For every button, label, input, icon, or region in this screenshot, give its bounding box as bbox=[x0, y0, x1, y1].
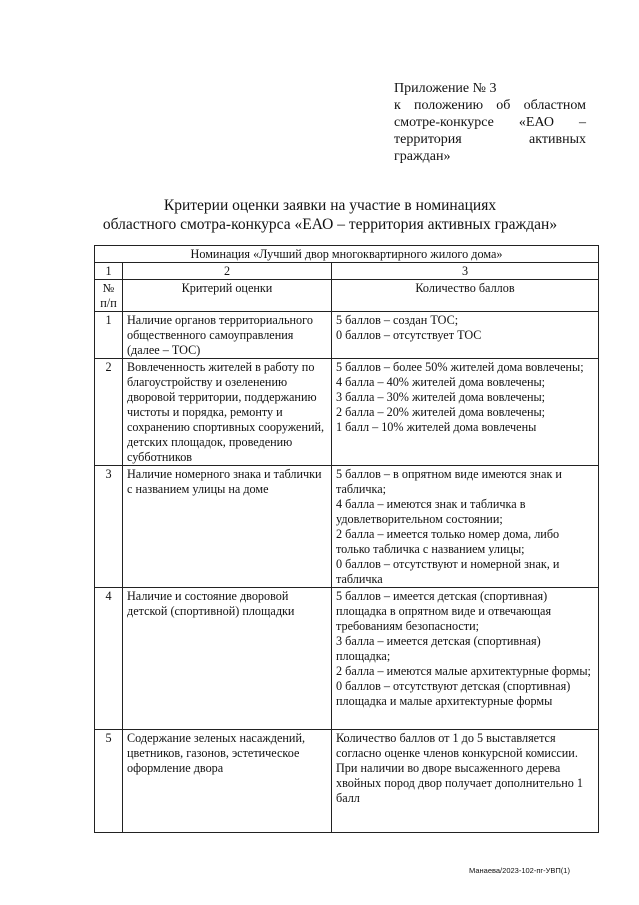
appendix-word: активных bbox=[529, 132, 586, 147]
appendix-word: к bbox=[394, 98, 401, 113]
points-line: 0 баллов – отсутствуют детская (спортивная) площадка и малые архитектурные формы bbox=[336, 679, 571, 708]
column-number: 2 bbox=[123, 263, 332, 280]
appendix-word: об bbox=[496, 98, 511, 113]
criteria-table bbox=[94, 245, 599, 833]
appendix-line-5: граждан» bbox=[394, 149, 451, 164]
points-line: 3 балла – имеется детская (спортивная) площадка; bbox=[336, 634, 541, 663]
column-number: 3 bbox=[332, 263, 599, 280]
points-line: 0 баллов – отсутствует ТОС bbox=[336, 328, 482, 342]
heading-line-1: Критерии оценки заявки на участие в номинациях bbox=[163, 197, 497, 214]
appendix-line-2 bbox=[394, 97, 586, 114]
header-num: № п/п bbox=[95, 280, 123, 312]
nomination-row bbox=[95, 246, 599, 263]
row-points bbox=[332, 466, 599, 588]
column-number: 1 bbox=[95, 263, 123, 280]
points-line: 1 балл – 10% жителей дома вовлечены bbox=[336, 420, 537, 434]
header-row bbox=[95, 280, 599, 312]
header-criterion: Критерий оценки bbox=[123, 280, 332, 312]
points-line: 5 баллов – создан ТОС; bbox=[336, 313, 459, 327]
row-points bbox=[332, 312, 599, 359]
appendix-line-3 bbox=[394, 114, 586, 131]
points-line: 4 балла – имеются знак и табличка в удовлетворительном состоянии; bbox=[336, 497, 526, 526]
appendix-word: областном bbox=[523, 98, 586, 113]
appendix-word: положению bbox=[414, 98, 484, 113]
row-criterion: Наличие номерного знака и таблички с названием улицы на доме bbox=[123, 466, 332, 588]
table-row bbox=[95, 730, 599, 833]
appendix-word: – bbox=[578, 115, 586, 130]
header-points: Количество баллов bbox=[332, 280, 599, 312]
points-line: 2 балла – имеются малые архитектурные формы; bbox=[336, 664, 591, 678]
row-points bbox=[332, 730, 599, 833]
points-line: 2 балла – 20% жителей дома вовлечены; bbox=[336, 405, 546, 419]
row-criterion: Вовлеченность жителей в работу по благоустройству и озеленению дворовой территории, поддержанию чистоты и порядка, ремонту и сохранению спортивных сооружений, детских площадок, проведению субботников bbox=[123, 359, 332, 466]
points-line: 5 баллов – в опрятном виде имеются знак и табличка; bbox=[336, 467, 562, 496]
row-points bbox=[332, 588, 599, 730]
points-line: 4 балла – 40% жителей дома вовлечены; bbox=[336, 375, 546, 389]
appendix-word: территория bbox=[394, 132, 462, 147]
row-number: 1 bbox=[95, 312, 123, 359]
points-line: При наличии во дворе высаженного дерева хвойных пород двор получает дополнительно 1 балл bbox=[336, 761, 583, 805]
row-criterion: Наличие органов территориального общественного самоуправления (далее – ТОС) bbox=[123, 312, 332, 359]
row-number: 5 bbox=[95, 730, 123, 833]
appendix-word: смотре-конкурсе bbox=[394, 115, 494, 130]
table-row bbox=[95, 359, 599, 466]
appendix-title: Приложение № 3 bbox=[394, 81, 497, 96]
points-line: 3 балла – 30% жителей дома вовлечены; bbox=[336, 390, 546, 404]
row-number: 3 bbox=[95, 466, 123, 588]
points-line: 5 баллов – более 50% жителей дома вовлечены; bbox=[336, 360, 584, 374]
table-row bbox=[95, 312, 599, 359]
row-points bbox=[332, 359, 599, 466]
points-line: 2 балла – имеется только номер дома, либо только табличка с названием улицы; bbox=[336, 527, 560, 556]
points-line: 0 баллов – отсутствуют и номерной знак, и табличка bbox=[336, 557, 560, 586]
row-criterion: Наличие и состояние дворовой детской (спортивной) площадки bbox=[123, 588, 332, 730]
heading-line-2: областного смотра-конкурса «ЕАО – территория активных граждан» bbox=[102, 216, 558, 233]
nomination-title: Номинация «Лучший двор многоквартирного жилого дома» bbox=[95, 246, 599, 263]
appendix-header bbox=[394, 80, 586, 165]
appendix-word: «ЕАО bbox=[518, 115, 554, 130]
row-number: 4 bbox=[95, 588, 123, 730]
table-row bbox=[95, 588, 599, 730]
document-heading bbox=[90, 196, 570, 234]
row-criterion: Содержание зеленых насаждений, цветников, газонов, эстетическое оформление двора bbox=[123, 730, 332, 833]
row-number: 2 bbox=[95, 359, 123, 466]
points-line: 5 баллов – имеется детская (спортивная) площадка в опрятном виде и отвечающая требованиям безопасности; bbox=[336, 589, 552, 633]
document-footer-code: Манаева/2023-102-пг-УВП(1) bbox=[469, 866, 570, 875]
column-number-row bbox=[95, 263, 599, 280]
points-line: Количество баллов от 1 до 5 выставляется согласно оценке членов конкурсной комиссии. bbox=[336, 731, 578, 760]
table-row bbox=[95, 466, 599, 588]
appendix-line-4 bbox=[394, 131, 586, 148]
